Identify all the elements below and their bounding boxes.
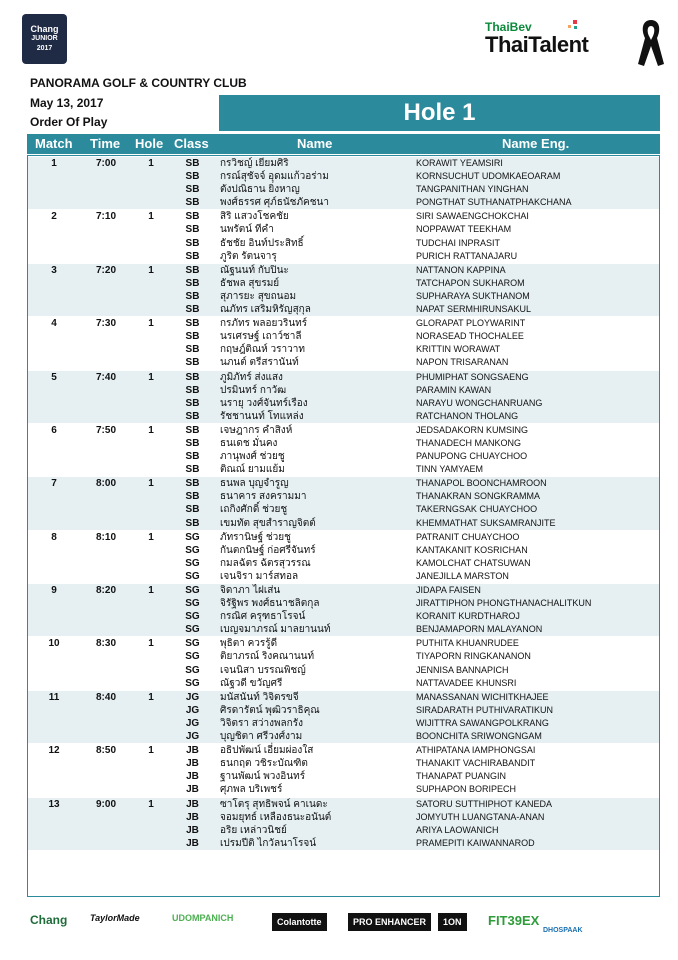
table-row (28, 450, 659, 463)
table-row (28, 610, 659, 623)
player-class: SG (185, 651, 200, 663)
thaibev-text: ThaiBev (485, 20, 532, 34)
player-class: SG (185, 664, 200, 676)
player-name-thai: อริย เหล่าวนิชย์ (220, 824, 287, 836)
player-name-thai: กันตกนิษฐ์ ก่อศรีจันทร์ (220, 544, 316, 556)
table-row (28, 356, 659, 369)
match-number: 7 (51, 478, 57, 490)
hole-number: 1 (148, 638, 154, 650)
player-name-eng: WIJITTRA SAWANGPOLKRANG (416, 717, 549, 728)
sponsor-logo: Chang (30, 913, 68, 927)
event-date: May 13, 2017 (30, 96, 104, 110)
table-row (28, 424, 659, 437)
table-row (28, 557, 659, 570)
table-row (28, 717, 659, 730)
player-class: SB (185, 184, 200, 196)
player-name-eng: ARIYA LAOWANICH (416, 824, 499, 835)
player-name-thai: ธัชชัย อินท์ประสิทธิ์ (220, 237, 304, 249)
player-name-eng: PARAMIN KAWAN (416, 384, 492, 395)
player-name-eng: PURICH RATTANAJARU (416, 250, 518, 261)
player-class: SB (185, 397, 200, 409)
player-name-eng: BENJAMAPORN MALAYANON (416, 624, 543, 635)
player-name-eng: TUDCHAI INPRASIT (416, 237, 501, 248)
player-class: SB (185, 344, 200, 356)
player-class: SG (185, 598, 200, 610)
table-row (28, 463, 659, 476)
table-row (28, 437, 659, 450)
table-row (28, 664, 659, 677)
player-class: SG (185, 585, 200, 596)
player-name-thai: นรายุ วงศ์จันทร์เรือง (220, 397, 308, 409)
match-group (28, 317, 659, 369)
table-row (28, 650, 659, 663)
player-class: SG (185, 544, 200, 556)
player-name-thai: ณัฐนนท์ กับปินะ (220, 264, 289, 276)
player-name-thai: ณัฐวดี ขวัญศรี (220, 677, 283, 689)
player-name-thai: ภูริต รัตนจารุ (220, 250, 277, 262)
player-class: SB (185, 424, 200, 436)
player-name-thai: ณภัทร เสริมหิรัญสุกุล (220, 304, 311, 316)
player-class: SB (185, 224, 200, 236)
match-group (28, 157, 659, 209)
tee-time: 8:50 (95, 745, 116, 757)
table-row (28, 317, 659, 330)
sponsor-logo: TaylorMade (90, 913, 140, 923)
player-class: SB (185, 277, 200, 289)
player-class: SB (185, 304, 200, 316)
player-name-eng: NARAYU WONGCHANRUANG (416, 397, 543, 408)
player-class: SG (185, 557, 200, 569)
player-name-thai: เปรมปีติ ไกวัลนาโรจน์ (220, 837, 317, 849)
player-name-eng: NATTAVADEE KHUNSRI (416, 677, 517, 688)
match-number: 10 (48, 638, 60, 650)
player-name-eng: TATCHAPON SUKHAROM (416, 277, 525, 288)
player-class: SB (185, 371, 200, 383)
table-row (28, 811, 659, 824)
player-class: SB (185, 264, 200, 276)
player-name-thai: ศุภพล บริเพชร์ (220, 784, 283, 796)
table-row (28, 544, 659, 557)
tee-time: 8:40 (95, 691, 116, 703)
table-row (28, 264, 659, 277)
match-number: 8 (51, 531, 57, 543)
sponsor-logo: Colantotte (272, 913, 327, 931)
player-class: JG (185, 691, 200, 703)
player-name-eng: KAMOLCHAT CHATSUWAN (416, 557, 531, 568)
player-class: JG (185, 717, 200, 729)
player-name-thai: จอมยุทธ์ เหลืองธนะอนันต์ (220, 811, 332, 823)
player-class: SB (185, 437, 200, 449)
player-class: JB (186, 837, 199, 849)
player-name-eng: THANADECH MANKONG (416, 437, 522, 448)
player-name-thai: จิดาภา ไฝเส่น (220, 585, 281, 596)
logo-text-junior: JUNIOR (31, 35, 58, 42)
table-row (28, 223, 659, 236)
player-name-eng: SUPHAPON BORIPECH (416, 784, 517, 795)
player-name-thai: วิจิตรา สว่างพลกรัง (220, 717, 303, 729)
player-name-eng: PONGTHAT SUTHANATPHAKCHANA (416, 197, 572, 208)
match-number: 11 (48, 691, 60, 703)
player-name-eng: PANUPONG CHUAYCHOO (416, 451, 528, 462)
player-name-eng: SIRI SAWAENGCHOKCHAI (416, 211, 529, 222)
tee-time: 7:20 (95, 264, 116, 276)
player-name-thai: เบญจมาภรณ์ มาลยานนท์ (220, 624, 331, 636)
player-class: SB (185, 478, 200, 490)
hole-number: 1 (148, 264, 154, 276)
player-name-thai: ธนาคาร สงครามมา (220, 491, 307, 503)
hole-title: Hole 1 (219, 95, 660, 131)
player-class: JB (186, 824, 199, 836)
logo-text: Chang (30, 24, 59, 34)
player-name-thai: กรณิศ ครุฑธาโรจน์ (220, 611, 306, 623)
player-class: SG (185, 624, 200, 636)
player-name-eng: PHUMIPHAT SONGSAENG (416, 371, 529, 382)
player-name-thai: จิรัฐิพร พงศ์ธนาชลิตกุล (220, 598, 320, 610)
order-of-play-label: Order Of Play (30, 115, 108, 129)
player-name-eng: TINN YAMYAEM (416, 464, 484, 475)
match-number: 6 (51, 424, 57, 436)
player-name-thai: เจนจิรา มาร์สทอล (220, 570, 299, 582)
table-row (28, 397, 659, 410)
player-name-thai: มนัสนันท์ วิจิตรขจี (220, 691, 299, 703)
table-row (28, 597, 659, 610)
player-name-thai: ติณณ์ ยามแย้ม (220, 464, 285, 476)
player-name-eng: ATHIPATANA IAMPHONGSAI (416, 745, 536, 756)
player-class: SB (185, 237, 200, 249)
match-number: 12 (48, 745, 60, 757)
player-name-eng: NATTANON KAPPINA (416, 264, 506, 275)
player-class: JB (186, 784, 199, 796)
col-time: Time (90, 136, 121, 151)
player-name-thai: ศิรดารัตน์ พุฒิวราธิคุณ (220, 704, 320, 716)
player-name-eng: JENNISA BANNAPICH (416, 664, 509, 675)
match-number: 5 (51, 371, 57, 383)
player-name-eng: TAKERNGSAK CHUAYCHOO (416, 504, 538, 515)
player-name-eng: KHEMMATHAT SUKSAMRANJITE (416, 517, 556, 528)
player-class: SB (185, 451, 200, 463)
thaitalent-logo (485, 20, 588, 56)
player-name-eng: KRITTIN WORAWAT (416, 344, 501, 355)
table-row (28, 824, 659, 837)
player-name-thai: บุญชิตา ศรีวงศ์งาม (220, 731, 303, 743)
player-name-eng: KORAWIT YEAMSIRI (416, 158, 503, 168)
match-group (28, 584, 659, 636)
hole-number: 1 (148, 318, 154, 330)
sponsor-logo: DHOSPAAK (543, 927, 583, 934)
player-class: SB (185, 318, 200, 330)
table-row (28, 371, 659, 384)
player-class: SB (185, 197, 200, 209)
player-name-eng: PRAMEPITI KAIWANNAROD (416, 837, 535, 848)
match-number: 2 (51, 211, 57, 223)
table-row (28, 157, 659, 170)
player-name-eng: JEDSADAKORN KUMSING (416, 424, 529, 435)
tee-time: 8:00 (95, 478, 116, 490)
player-name-thai: ภัทรานิษฐ์ ช่วยชู (220, 531, 291, 543)
player-name-thai: เจนนิสา บรรณพิชญ์ (220, 664, 306, 676)
table-row (28, 770, 659, 783)
player-name-eng: MANASSANAN WICHITKHAJEE (416, 691, 549, 702)
match-number: 1 (51, 158, 57, 169)
table-row (28, 330, 659, 343)
tee-time: 7:40 (95, 371, 116, 383)
player-name-eng: JOMYUTH LUANGTANA-ANAN (416, 811, 545, 822)
player-class: JB (186, 811, 199, 823)
hole-number: 1 (148, 585, 154, 596)
player-name-eng: PUTHITA KHUANRUDEE (416, 638, 519, 649)
match-group (28, 637, 659, 689)
hole-number: 1 (148, 371, 154, 383)
player-class: SB (185, 331, 200, 343)
player-name-thai: ธนกฤต วชิระบัณฑิต (220, 758, 308, 770)
player-name-thai: ฐานพัฒน์ พวงอินทร์ (220, 771, 306, 783)
player-name-thai: ภานุพงศ์ ช่วยชู (220, 451, 285, 463)
player-class: SG (185, 638, 200, 650)
player-class: SG (185, 531, 200, 543)
player-class: JB (186, 771, 199, 783)
match-group (28, 744, 659, 796)
player-class: JB (186, 745, 199, 757)
player-name-thai: ธนพล บุญจำรูญ (220, 478, 289, 490)
match-number: 9 (51, 585, 57, 596)
player-name-thai: สิริ แสวงโชคชัย (220, 211, 289, 223)
player-class: SB (185, 410, 200, 422)
table-row (28, 210, 659, 223)
tee-time: 7:30 (95, 318, 116, 330)
player-name-thai: พงศ์ธรรศ ศุภ์ธนัชภัคชนา (220, 197, 329, 209)
player-class: SB (185, 464, 200, 476)
player-name-eng: RATCHANON THOLANG (416, 410, 519, 421)
tee-time: 8:10 (95, 531, 116, 543)
table-header (27, 134, 660, 154)
table-row (28, 277, 659, 290)
hole-number: 1 (148, 798, 154, 810)
col-hole: Hole (135, 136, 164, 151)
table-row (28, 410, 659, 423)
player-name-thai: เขมทัต สุขสำราญจิตต์ (220, 517, 316, 529)
hole-number: 1 (148, 424, 154, 436)
player-name-eng: KORNSUCHUT UDOMKAEOARAM (416, 171, 561, 182)
table-row (28, 477, 659, 490)
player-class: SB (185, 491, 200, 503)
player-class: JB (186, 798, 199, 810)
match-group (28, 264, 659, 316)
player-name-eng: SIRADARATH PUTHIVARATIKUN (416, 704, 554, 715)
player-class: JG (185, 704, 200, 716)
player-name-thai: ปรมินทร์ กาวัฒ (220, 384, 287, 396)
sponsor-logo: UDOMPANICH (172, 913, 234, 923)
hole-number: 1 (148, 531, 154, 543)
player-class: JB (186, 758, 199, 770)
tee-time: 9:00 (95, 798, 116, 810)
table-row (28, 757, 659, 770)
player-class: SB (185, 211, 200, 223)
hole-number: 1 (148, 478, 154, 490)
player-class: SG (185, 611, 200, 623)
table-row (28, 744, 659, 757)
table-row (28, 237, 659, 250)
player-name-eng: NAPON TRISARANAN (416, 357, 509, 368)
player-name-thai: อธิปพัฒน์ เอี่ยมผ่องใส (220, 745, 314, 757)
player-name-thai: ธัชพล สุขรมย์ (220, 277, 280, 289)
sponsor-logo: FIT39EX (488, 913, 540, 928)
match-number: 4 (51, 318, 57, 330)
colored-dots-icon (565, 20, 579, 34)
player-class: SB (185, 517, 200, 529)
table-row (28, 570, 659, 583)
player-name-eng: THANAKRAN SONGKRAMMA (416, 491, 541, 502)
table-row (28, 637, 659, 650)
player-name-thai: นรเศรษฐ์ เถาว์ชาลี (220, 331, 302, 343)
tee-time: 7:10 (95, 211, 116, 223)
chang-junior-logo (22, 14, 67, 64)
match-number: 13 (48, 798, 60, 810)
table-row (28, 798, 659, 811)
match-group (28, 531, 659, 583)
player-name-eng: SUPHARAYA SUKTHANOM (416, 290, 530, 301)
player-name-thai: สุภารยะ สุขถนอม (220, 290, 297, 302)
player-name-thai: กรวิชญ์ เยียมศิริ (220, 158, 289, 169)
player-name-thai: กรณ์สุชัจจ์ อุดมแก้วอร่าม (220, 171, 329, 183)
player-name-thai: นพรัตน์ ทีคำ (220, 224, 274, 236)
player-name-thai: ธนเดช มั่นคง (220, 437, 278, 449)
table-row (28, 303, 659, 316)
table-row (28, 730, 659, 743)
player-class: SG (185, 570, 200, 582)
player-class: SB (185, 250, 200, 262)
match-group (28, 477, 659, 529)
table-row (28, 517, 659, 530)
match-group (28, 424, 659, 476)
player-name-eng: SATORU SUTTHIPHOT KANEDA (416, 798, 553, 809)
table-row (28, 691, 659, 704)
table-row (28, 290, 659, 303)
player-name-eng: TIYAPORN RINGKANANON (416, 651, 531, 662)
player-name-eng: NOPPAWAT TEEKHAM (416, 224, 512, 235)
thaitalent-text: ThaiTalent (485, 32, 589, 57)
col-name: Name (297, 136, 333, 151)
player-name-eng: KANTAKANIT KOSRICHAN (416, 544, 528, 555)
table-row (28, 196, 659, 209)
player-class: SB (185, 290, 200, 302)
col-match: Match (35, 136, 73, 151)
tee-time: 8:30 (95, 638, 116, 650)
player-name-thai: ซาโตรุ สุทธิพจน์ คาเนดะ (220, 798, 328, 810)
table-row (28, 531, 659, 544)
order-of-play-table (28, 157, 659, 851)
player-name-thai: กฤษฎ์ติณห์ วราวาท (220, 344, 305, 356)
player-class: JG (185, 731, 200, 743)
col-class: Class (174, 136, 209, 151)
match-group (28, 798, 659, 850)
tee-time: 8:20 (95, 585, 116, 596)
player-class: SG (185, 677, 200, 689)
player-name-eng: KORANIT KURDTHAROJ (416, 611, 520, 622)
table-row (28, 170, 659, 183)
player-class: SB (185, 171, 200, 183)
hole-number: 1 (148, 745, 154, 757)
match-group (28, 210, 659, 262)
sponsor-logo: PRO ENHANCER (348, 913, 431, 931)
sponsor-logo: 1ON (438, 913, 467, 931)
player-name-eng: THANAKIT VACHIRABANDIT (416, 758, 536, 769)
divider (28, 850, 659, 851)
table-row (28, 704, 659, 717)
player-name-eng: JANEJILLA MARSTON (416, 570, 509, 581)
tee-time: 7:50 (95, 424, 116, 436)
table-row (28, 250, 659, 263)
table-row (28, 623, 659, 636)
player-name-thai: ตังปณิธาน ยิ่งหาญ (220, 184, 300, 196)
hole-number: 1 (148, 691, 154, 703)
hole-number: 1 (148, 211, 154, 223)
table-row (28, 503, 659, 516)
player-class: SB (185, 158, 200, 169)
sponsor-bar (0, 905, 678, 945)
col-name-eng: Name Eng. (502, 136, 570, 151)
player-class: SB (185, 384, 200, 396)
player-name-thai: เจษฎากร คำสิงห์ (220, 424, 293, 436)
player-name-thai: นภนต์ ตรีสรานันท์ (220, 357, 299, 369)
player-name-eng: BOONCHITA SRIWONGNGAM (416, 731, 542, 742)
mourning-ribbon-icon (636, 16, 666, 68)
player-name-eng: TANGPANITHAN YINGHAN (416, 184, 529, 195)
player-name-thai: รัชชานนท์ โทแหล่ง (220, 410, 304, 422)
table-row (28, 384, 659, 397)
player-class: SB (185, 357, 200, 369)
table-row (28, 343, 659, 356)
player-name-eng: JIRATTIPHON PHONGTHANACHALITKUN (416, 598, 592, 609)
player-name-eng: NORASEAD THOCHALEE (416, 331, 524, 342)
table-row (28, 584, 659, 597)
player-name-eng: GLORAPAT PLOYWARINT (416, 318, 526, 329)
table-row (28, 783, 659, 796)
table-row (28, 837, 659, 850)
logo-text-year: 2017 (36, 45, 53, 52)
player-name-eng: JIDAPA FAISEN (416, 585, 481, 595)
player-name-thai: กมลฉัตร ฉัตรสุวรรณ (220, 557, 311, 569)
player-name-thai: ติยาภรณ์ ริงคณานนท์ (220, 651, 315, 663)
tee-time: 7:00 (95, 158, 116, 169)
player-name-eng: THANAPAT PUANGIN (416, 771, 507, 782)
player-name-eng: PATRANIT CHUAYCHOO (416, 531, 520, 542)
player-class: SB (185, 504, 200, 516)
hole-number: 1 (148, 158, 154, 169)
player-name-eng: THANAPOL BOONCHAMROON (416, 478, 547, 489)
player-name-thai: กรภัทร พลอยวรินทร์ (220, 318, 308, 330)
match-number: 3 (51, 264, 57, 276)
table-row (28, 183, 659, 196)
player-name-thai: ภูมิภัทร์ ส่งแสง (220, 371, 283, 383)
club-name: PANORAMA GOLF & COUNTRY CLUB (30, 76, 247, 90)
table-row (28, 490, 659, 503)
table-row (28, 677, 659, 690)
match-group (28, 371, 659, 423)
player-name-thai: พุธิตา ควรรู้ดี (220, 638, 278, 650)
player-name-thai: เถกิงศักดิ์ ช่วยชู (220, 504, 288, 516)
match-group (28, 691, 659, 743)
player-name-eng: NAPAT SERMHIRUNSAKUL (416, 304, 532, 315)
